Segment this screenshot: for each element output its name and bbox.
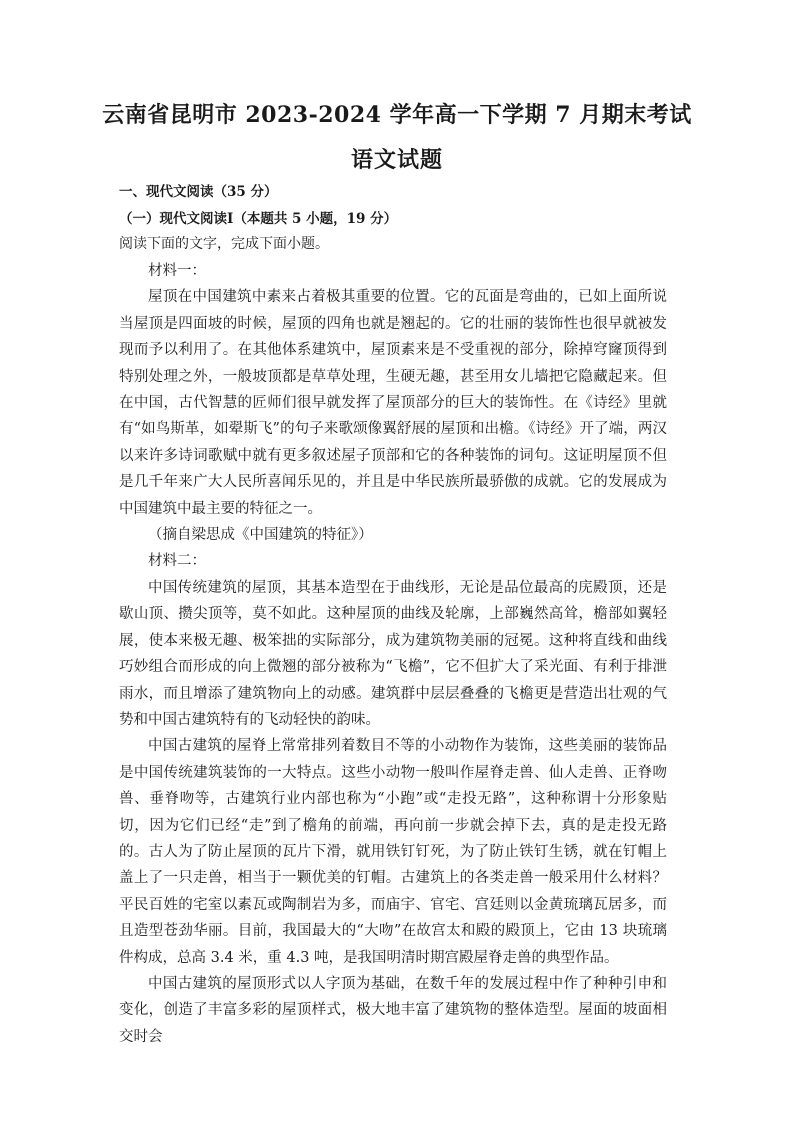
document-subtitle: 语文试题 xyxy=(350,147,443,173)
material1-source: （摘自梁思成《中国建筑的特征》） xyxy=(148,527,373,544)
material2-paragraph: 中国古建筑的屋脊上常常排列着数目不等的小动物作为装饰，这些美丽的装饰品是中国传统建筑装饰的一大特点。这些小动物一般叫作屋脊走兽、仙人走兽、正脊吻兽、垂脊吻等，古建筑行业内部也称为“小跑”或“走投无路”，这种称谓十分形象贴切，因为它们已经“走”到了檐角的前端，再向前一步就会掉下去，真的是走投无路的。古人为了防止屋顶的瓦片下滑，就用铁钉钉死，为了防止铁钉生锈，就在钉帽上盖上了一只走兽，相当于一颗优美的钉帽。古建筑上的各类走兽一般采用什么材料？平民百姓的宅室以素瓦或陶制岩为多，而庙宇、官宅、宫廷则以金黄琉璃瓦居多，而且造型苍劲华丽。目前，我国最大的“大吻”在故宫太和殿的殿顶上，它由 13 块琉璃件构成，总高 3.4 米，重 4.3 吨，是我国明清时期宫殿屋脊走兽的典型作品。 xyxy=(119,738,667,966)
material2-paragraph: 中国古建筑的屋顶形式以人字顶为基础，在数千年的发展过程中作了种种引申和变化，创造了丰富多彩的屋顶样式，极大地丰富了建筑物的整体造型。屋面的坡面相交时会 xyxy=(119,975,667,1045)
material1-label: 材料一： xyxy=(148,263,206,279)
section-heading: 一、现代文阅读（35 分） xyxy=(119,184,278,200)
document-title: 云南省昆明市 2023-2024 学年高一下学期 7 月期末考试 xyxy=(102,102,692,128)
material2-paragraph: 中国传统建筑的屋顶，其基本造型在于曲线形，无论是品位最高的庑殿顶，还是歇山顶、攒尖顶等，莫不如此。这种屋顶的曲线及轮廓，上部巍然高耸，檐部如翼轻展，使本来极无趣、极笨拙的实际部分，成为建筑物美丽的冠冕。这种将直线和曲线巧妙组合而形成的向上微翘的部分被称为“飞檐”，它不但扩大了采光面、有利于排泄雨水，而且增添了建筑物向上的动感。建筑群中层层叠叠的飞檐更是营造出壮观的气势和中国古建筑特有的飞动轻快的韵味。 xyxy=(119,579,667,728)
subsection-heading: （一）现代文阅读Ⅰ（本题共 5 小题，19 分） xyxy=(119,211,398,227)
instruction-text: 阅读下面的文字，完成下面小题。 xyxy=(119,236,329,252)
material2-label: 材料二： xyxy=(148,553,206,570)
material1-paragraph: 屋顶在中国建筑中素来占着极其重要的位置。它的瓦面是弯曲的，已如上面所说当屋顶是四面坡的时候，屋顶的四角也就是翘起的。它的壮丽的装饰性也很早就被发现而予以利用了。在其他体系建筑中，屋顶素来是不受重视的部分，除掉穹窿顶得到特别处理之外，一般坡顶都是草草处理，生硬无趣，甚至用女儿墙把它隐藏起来。但在中国，古代智慧的匠师们很早就发挥了屋顶部分的巨大的装饰性。在《诗经》里就有“如鸟斯革，如翚斯飞”的句子来歌颂像翼舒展的屋顶和出檐。《诗经》开了端，两汉以来许多诗词歌赋中就有更多叙述屋子顶部和它的各种装饰的词句。这证明屋顶不但是几千年来广大人民所喜闻乐见的，并且是中华民族所最骄傲的成就。它的发展成为中国建筑中最主要的特征之一。 xyxy=(119,289,667,517)
reading-passage xyxy=(119,258,667,1050)
